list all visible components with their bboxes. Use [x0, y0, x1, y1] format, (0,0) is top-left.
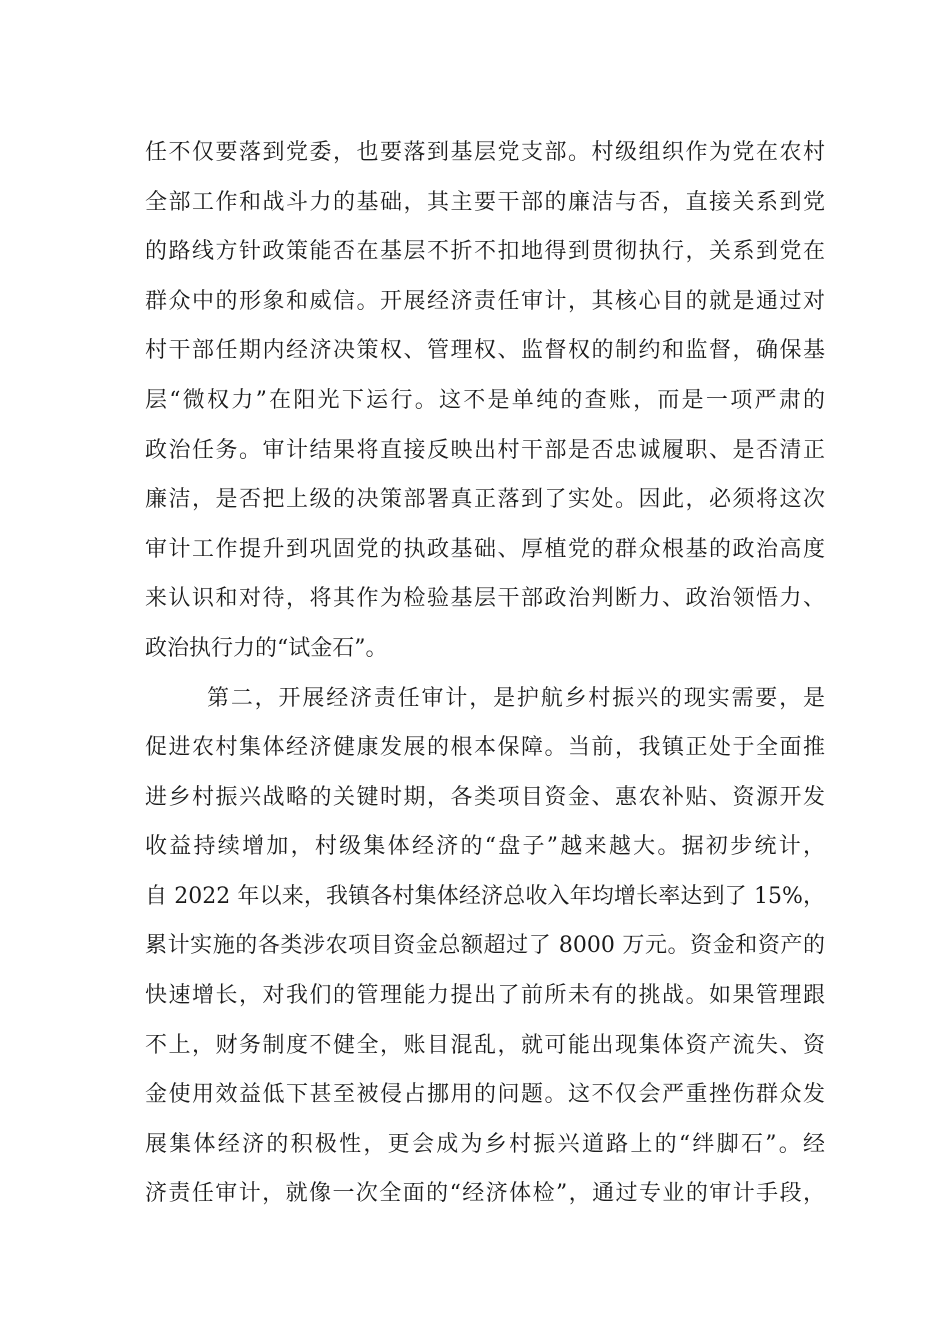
- text-line: 的路线方针政策能否在基层不折不扣地得到贯彻执行，关系到党在: [145, 239, 825, 264]
- text-line: 收益持续增加，村级集体经济的“盘子”越来越大。据初步统计，: [145, 834, 825, 859]
- text-line: 来认识和对待，将其作为检验基层干部政治判断力、政治领悟力、: [145, 586, 825, 611]
- text-line: 群众中的形象和威信。开展经济责任审计，其核心目的就是通过对: [145, 289, 825, 314]
- text-line: 快速增长，对我们的管理能力提出了前所未有的挑战。如果管理跟: [145, 983, 825, 1008]
- text-line: 政治任务。审计结果将直接反映出村干部是否忠诚履职、是否清正: [145, 438, 825, 463]
- text-line: 廉洁，是否把上级的决策部署真正落到了实处。因此，必须将这次: [145, 487, 825, 512]
- paragraph-first-line: 第二，开展经济责任审计，是护航乡村振兴的现实需要，是: [207, 686, 825, 711]
- text-line: 任不仅要落到党委，也要落到基层党支部。村级组织作为党在农村: [145, 140, 825, 165]
- text-line: 层“微权力”在阳光下运行。这不是单纯的查账，而是一项严肃的: [145, 388, 825, 413]
- text-line: 进乡村振兴战略的关键时期，各类项目资金、惠农补贴、资源开发: [145, 785, 825, 810]
- text-line: 自 2022 年以来，我镇各村集体经济总收入年均增长率达到了 15%，: [145, 884, 825, 909]
- text-line: 审计工作提升到巩固党的执政基础、厚植党的群众根基的政治高度: [145, 537, 825, 562]
- text-line: 全部工作和战斗力的基础，其主要干部的廉洁与否，直接关系到党: [145, 190, 825, 215]
- text-line: 展集体经济的积极性，更会成为乡村振兴道路上的“绊脚石”。经: [145, 1132, 825, 1157]
- text-line: 促进农村集体经济健康发展的根本保障。当前，我镇正处于全面推: [145, 735, 825, 760]
- text-line: 村干部任期内经济决策权、管理权、监督权的制约和监督，确保基: [145, 338, 825, 363]
- text-line: 金使用效益低下甚至被侵占挪用的问题。这不仅会严重挫伤群众发: [145, 1082, 825, 1107]
- text-line: 济责任审计，就像一次全面的“经济体检”，通过专业的审计手段，: [145, 1181, 825, 1206]
- text-line: 不上，财务制度不健全，账目混乱，就可能出现集体资产流失、资: [145, 1033, 825, 1058]
- text-line: 累计实施的各类涉农项目资金总额超过了 8000 万元。资金和资产的: [145, 933, 825, 958]
- paragraph-end-line: 政治执行力的“试金石”。: [145, 636, 388, 661]
